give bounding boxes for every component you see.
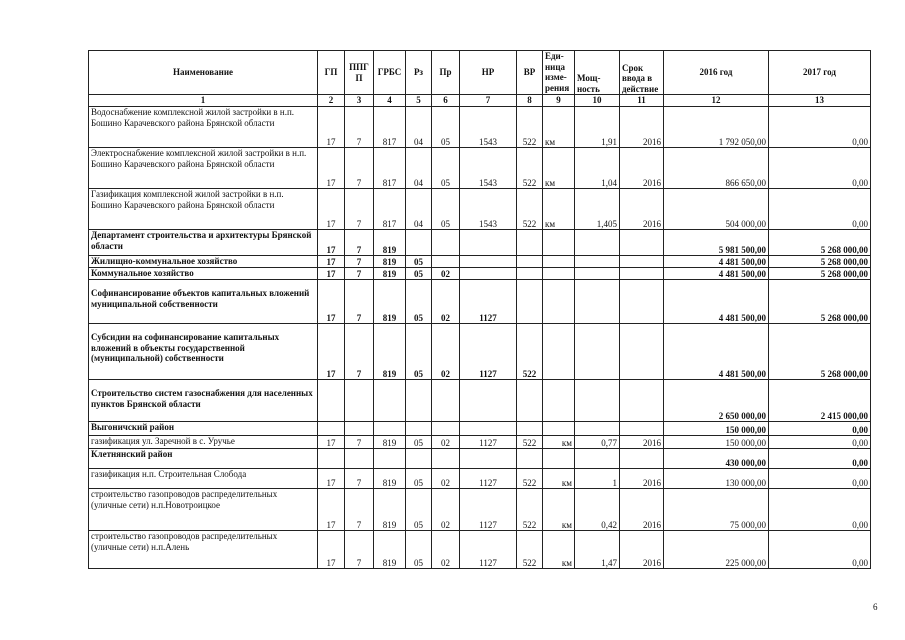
cell-power <box>575 280 620 324</box>
cell-2017: 0,00 <box>769 148 871 189</box>
cell-2016: 225 000,00 <box>664 531 769 569</box>
cell-2017: 0,00 <box>769 107 871 148</box>
cell-np: 1543 <box>460 189 517 230</box>
cell-power <box>575 380 620 422</box>
cell-grbs: 819 <box>374 489 406 531</box>
cell-vr: 522 <box>517 107 543 148</box>
cell-gp: 17 <box>318 489 345 531</box>
cell-2016: 75 000,00 <box>664 489 769 531</box>
cell-pr: 02 <box>432 268 460 280</box>
cell-gp: 17 <box>318 107 345 148</box>
cell-grbs <box>374 422 406 436</box>
cell-power <box>575 268 620 280</box>
table-row <box>89 449 871 469</box>
cell-np <box>460 422 517 436</box>
cell-unit <box>543 324 575 380</box>
cell-2016: 430 000,00 <box>664 449 769 469</box>
cell-unit: км <box>543 189 575 230</box>
cell-name: Выгоничский район <box>89 422 318 436</box>
col-number: 13 <box>769 95 871 107</box>
cell-rz: 05 <box>406 531 432 569</box>
cell-np: 1543 <box>460 148 517 189</box>
cell-rz <box>406 422 432 436</box>
table-row <box>89 469 871 489</box>
col-number: 12 <box>664 95 769 107</box>
table-row <box>89 280 871 324</box>
cell-power: 1,47 <box>575 531 620 569</box>
col-number: 5 <box>406 95 432 107</box>
cell-rz: 04 <box>406 107 432 148</box>
cell-unit <box>543 230 575 256</box>
cell-ppgp: 7 <box>345 436 374 449</box>
cell-np: 1127 <box>460 280 517 324</box>
cell-gp <box>318 380 345 422</box>
cell-np: 1127 <box>460 324 517 380</box>
cell-rz: 05 <box>406 268 432 280</box>
cell-name: Строительство систем газоснабжения для населенных пунктов Брянской области <box>89 380 318 422</box>
cell-term: 2016 <box>620 189 664 230</box>
cell-unit <box>543 268 575 280</box>
cell-power <box>575 256 620 268</box>
cell-power: 1,405 <box>575 189 620 230</box>
cell-vr <box>517 422 543 436</box>
col-number: 6 <box>432 95 460 107</box>
table-body <box>89 107 871 569</box>
cell-grbs: 819 <box>374 230 406 256</box>
cell-unit <box>543 380 575 422</box>
cell-np: 1127 <box>460 469 517 489</box>
cell-ppgp <box>345 449 374 469</box>
cell-np <box>460 268 517 280</box>
cell-pr: 05 <box>432 107 460 148</box>
col-number: 2 <box>318 95 345 107</box>
cell-ppgp: 7 <box>345 268 374 280</box>
cell-grbs: 817 <box>374 148 406 189</box>
cell-rz: 05 <box>406 489 432 531</box>
cell-name: Субсидии на софинансирование капитальных вложений в объекты государственной (муниципальной) собственности <box>89 324 318 380</box>
cell-np <box>460 449 517 469</box>
cell-term <box>620 280 664 324</box>
cell-ppgp <box>345 422 374 436</box>
cell-rz: 04 <box>406 189 432 230</box>
cell-grbs: 817 <box>374 189 406 230</box>
cell-name: Электроснабжение комплексной жилой застройки в н.п. Бошино Карачевского района Брянской области <box>89 148 318 189</box>
cell-power: 1,91 <box>575 107 620 148</box>
col-rz-header: Рз <box>406 51 432 95</box>
cell-np <box>460 256 517 268</box>
cell-2017: 0,00 <box>769 489 871 531</box>
col-pr-header: Пр <box>432 51 460 95</box>
cell-term <box>620 422 664 436</box>
cell-gp: 17 <box>318 268 345 280</box>
cell-2016: 150 000,00 <box>664 436 769 449</box>
cell-rz: 05 <box>406 324 432 380</box>
cell-rz: 05 <box>406 280 432 324</box>
cell-rz: 05 <box>406 256 432 268</box>
cell-pr: 02 <box>432 531 460 569</box>
col-number: 9 <box>543 95 575 107</box>
cell-pr: 02 <box>432 436 460 449</box>
cell-ppgp: 7 <box>345 256 374 268</box>
cell-2016: 5 981 500,00 <box>664 230 769 256</box>
table-row <box>89 489 871 531</box>
cell-gp <box>318 449 345 469</box>
cell-term: 2016 <box>620 469 664 489</box>
cell-power: 0,42 <box>575 489 620 531</box>
cell-vr: 522 <box>517 189 543 230</box>
cell-name: Водоснабжение комплексной жилой застройки в н.п. Бошино Карачевского района Брянской области <box>89 107 318 148</box>
cell-term <box>620 324 664 380</box>
table-row <box>89 380 871 422</box>
budget-table <box>88 50 871 569</box>
cell-power: 0,77 <box>575 436 620 449</box>
cell-2017: 5 268 000,00 <box>769 230 871 256</box>
page-number: 6 <box>873 602 878 612</box>
cell-np <box>460 230 517 256</box>
cell-name: Коммунальное хозяйство <box>89 268 318 280</box>
cell-unit: км <box>543 531 575 569</box>
cell-2016: 866 650,00 <box>664 148 769 189</box>
col-name-header: Наименование <box>89 51 318 95</box>
cell-name: газификация н.п. Строительная Слобода <box>89 469 318 489</box>
cell-rz <box>406 449 432 469</box>
cell-unit: км <box>543 489 575 531</box>
cell-vr <box>517 380 543 422</box>
cell-vr <box>517 449 543 469</box>
cell-rz <box>406 230 432 256</box>
cell-vr: 522 <box>517 436 543 449</box>
cell-ppgp: 7 <box>345 489 374 531</box>
cell-vr <box>517 268 543 280</box>
table-row <box>89 422 871 436</box>
cell-grbs: 819 <box>374 280 406 324</box>
col-power-header: Мощ- ность <box>575 51 620 95</box>
cell-rz: 05 <box>406 436 432 449</box>
cell-gp <box>318 422 345 436</box>
cell-np <box>460 380 517 422</box>
col-2016-header: 2016 год <box>664 51 769 95</box>
col-number: 3 <box>345 95 374 107</box>
cell-grbs: 819 <box>374 436 406 449</box>
cell-vr: 522 <box>517 148 543 189</box>
cell-unit: км <box>543 436 575 449</box>
cell-2017: 0,00 <box>769 449 871 469</box>
cell-unit: км <box>543 107 575 148</box>
col-vr-header: ВР <box>517 51 543 95</box>
cell-grbs: 817 <box>374 107 406 148</box>
cell-ppgp: 7 <box>345 280 374 324</box>
cell-grbs <box>374 380 406 422</box>
cell-np: 1127 <box>460 436 517 449</box>
cell-vr: 522 <box>517 531 543 569</box>
cell-term <box>620 449 664 469</box>
cell-term <box>620 380 664 422</box>
col-unit-header: Еди- ница изме- рения <box>543 51 575 95</box>
cell-unit <box>543 449 575 469</box>
cell-2016: 1 792 050,00 <box>664 107 769 148</box>
cell-term: 2016 <box>620 148 664 189</box>
cell-2016: 150 000,00 <box>664 422 769 436</box>
cell-pr: 02 <box>432 280 460 324</box>
cell-name: строительство газопроводов распределительных (уличные сети) н.п.Алень <box>89 531 318 569</box>
col-ppgp-header: ППГ П <box>345 51 374 95</box>
cell-rz: 05 <box>406 469 432 489</box>
cell-2016: 4 481 500,00 <box>664 324 769 380</box>
cell-unit: км <box>543 148 575 189</box>
col-number: 11 <box>620 95 664 107</box>
col-number: 10 <box>575 95 620 107</box>
cell-gp: 17 <box>318 469 345 489</box>
cell-gp: 17 <box>318 189 345 230</box>
cell-pr <box>432 230 460 256</box>
cell-power: 1,04 <box>575 148 620 189</box>
cell-ppgp: 7 <box>345 469 374 489</box>
cell-power <box>575 324 620 380</box>
col-term-header: Срок ввода в действие <box>620 51 664 95</box>
cell-rz: 04 <box>406 148 432 189</box>
cell-ppgp: 7 <box>345 230 374 256</box>
cell-2017: 5 268 000,00 <box>769 280 871 324</box>
cell-power: 1 <box>575 469 620 489</box>
cell-unit <box>543 422 575 436</box>
cell-pr: 02 <box>432 469 460 489</box>
col-number: 8 <box>517 95 543 107</box>
cell-2017: 5 268 000,00 <box>769 324 871 380</box>
cell-unit: км <box>543 469 575 489</box>
cell-2017: 0,00 <box>769 531 871 569</box>
cell-vr: 522 <box>517 469 543 489</box>
cell-vr: 522 <box>517 324 543 380</box>
col-gp-header: ГП <box>318 51 345 95</box>
cell-vr <box>517 256 543 268</box>
cell-vr <box>517 280 543 324</box>
cell-gp: 17 <box>318 324 345 380</box>
cell-pr: 02 <box>432 324 460 380</box>
cell-ppgp: 7 <box>345 189 374 230</box>
cell-name: Жилищно-коммунальное хозяйство <box>89 256 318 268</box>
cell-2017: 2 415 000,00 <box>769 380 871 422</box>
cell-ppgp: 7 <box>345 531 374 569</box>
cell-grbs: 819 <box>374 469 406 489</box>
cell-name: строительство газопроводов распределительных (уличные сети) н.п.Новотроицкое <box>89 489 318 531</box>
table-row <box>89 531 871 569</box>
cell-pr: 05 <box>432 148 460 189</box>
cell-pr <box>432 449 460 469</box>
cell-grbs: 819 <box>374 531 406 569</box>
cell-np: 1543 <box>460 107 517 148</box>
cell-power <box>575 449 620 469</box>
col-2017-header: 2017 год <box>769 51 871 95</box>
cell-grbs: 819 <box>374 268 406 280</box>
cell-2017: 5 268 000,00 <box>769 268 871 280</box>
column-number-row <box>89 95 871 107</box>
cell-np: 1127 <box>460 531 517 569</box>
cell-term: 2016 <box>620 531 664 569</box>
cell-term <box>620 268 664 280</box>
cell-grbs <box>374 449 406 469</box>
cell-ppgp: 7 <box>345 107 374 148</box>
cell-2017: 0,00 <box>769 189 871 230</box>
cell-gp: 17 <box>318 256 345 268</box>
cell-power <box>575 230 620 256</box>
cell-2016: 130 000,00 <box>664 469 769 489</box>
table-row <box>89 230 871 256</box>
cell-2016: 2 650 000,00 <box>664 380 769 422</box>
cell-name: Клетнянский район <box>89 449 318 469</box>
cell-pr <box>432 422 460 436</box>
cell-name: Департамент строительства и архитектуры Брянской области <box>89 230 318 256</box>
cell-pr <box>432 380 460 422</box>
cell-np: 1127 <box>460 489 517 531</box>
cell-grbs: 819 <box>374 256 406 268</box>
cell-grbs: 819 <box>374 324 406 380</box>
cell-unit <box>543 256 575 268</box>
cell-gp: 17 <box>318 531 345 569</box>
cell-power <box>575 422 620 436</box>
cell-name: газификация ул. Заречной в с. Уручье <box>89 436 318 449</box>
cell-rz <box>406 380 432 422</box>
table-row <box>89 107 871 148</box>
cell-2016: 4 481 500,00 <box>664 280 769 324</box>
cell-gp: 17 <box>318 280 345 324</box>
cell-term: 2016 <box>620 489 664 531</box>
col-grbs-header: ГРБС <box>374 51 406 95</box>
cell-pr: 05 <box>432 189 460 230</box>
cell-vr <box>517 230 543 256</box>
cell-name: Софинансирование объектов капитальных вложений муниципальной собственности <box>89 280 318 324</box>
table-row <box>89 436 871 449</box>
cell-gp: 17 <box>318 230 345 256</box>
cell-gp: 17 <box>318 148 345 189</box>
col-number: 7 <box>460 95 517 107</box>
cell-ppgp: 7 <box>345 148 374 189</box>
table-row <box>89 189 871 230</box>
header-row <box>89 51 871 95</box>
cell-term: 2016 <box>620 436 664 449</box>
cell-2017: 0,00 <box>769 422 871 436</box>
cell-2017: 0,00 <box>769 436 871 449</box>
cell-2017: 0,00 <box>769 469 871 489</box>
cell-2016: 4 481 500,00 <box>664 256 769 268</box>
cell-term <box>620 256 664 268</box>
table-row <box>89 148 871 189</box>
col-number: 1 <box>89 95 318 107</box>
cell-term <box>620 230 664 256</box>
table-row <box>89 324 871 380</box>
cell-name: Газификация комплексной жилой застройки в н.п. Бошино Карачевского района Брянской области <box>89 189 318 230</box>
cell-unit <box>543 280 575 324</box>
cell-2016: 4 481 500,00 <box>664 268 769 280</box>
cell-term: 2016 <box>620 107 664 148</box>
cell-pr: 02 <box>432 489 460 531</box>
cell-pr <box>432 256 460 268</box>
col-number: 4 <box>374 95 406 107</box>
cell-2017: 5 268 000,00 <box>769 256 871 268</box>
cell-ppgp <box>345 380 374 422</box>
col-np-header: НР <box>460 51 517 95</box>
table-row <box>89 256 871 268</box>
table-row <box>89 268 871 280</box>
cell-vr: 522 <box>517 489 543 531</box>
cell-2016: 504 000,00 <box>664 189 769 230</box>
cell-gp: 17 <box>318 436 345 449</box>
cell-ppgp: 7 <box>345 324 374 380</box>
